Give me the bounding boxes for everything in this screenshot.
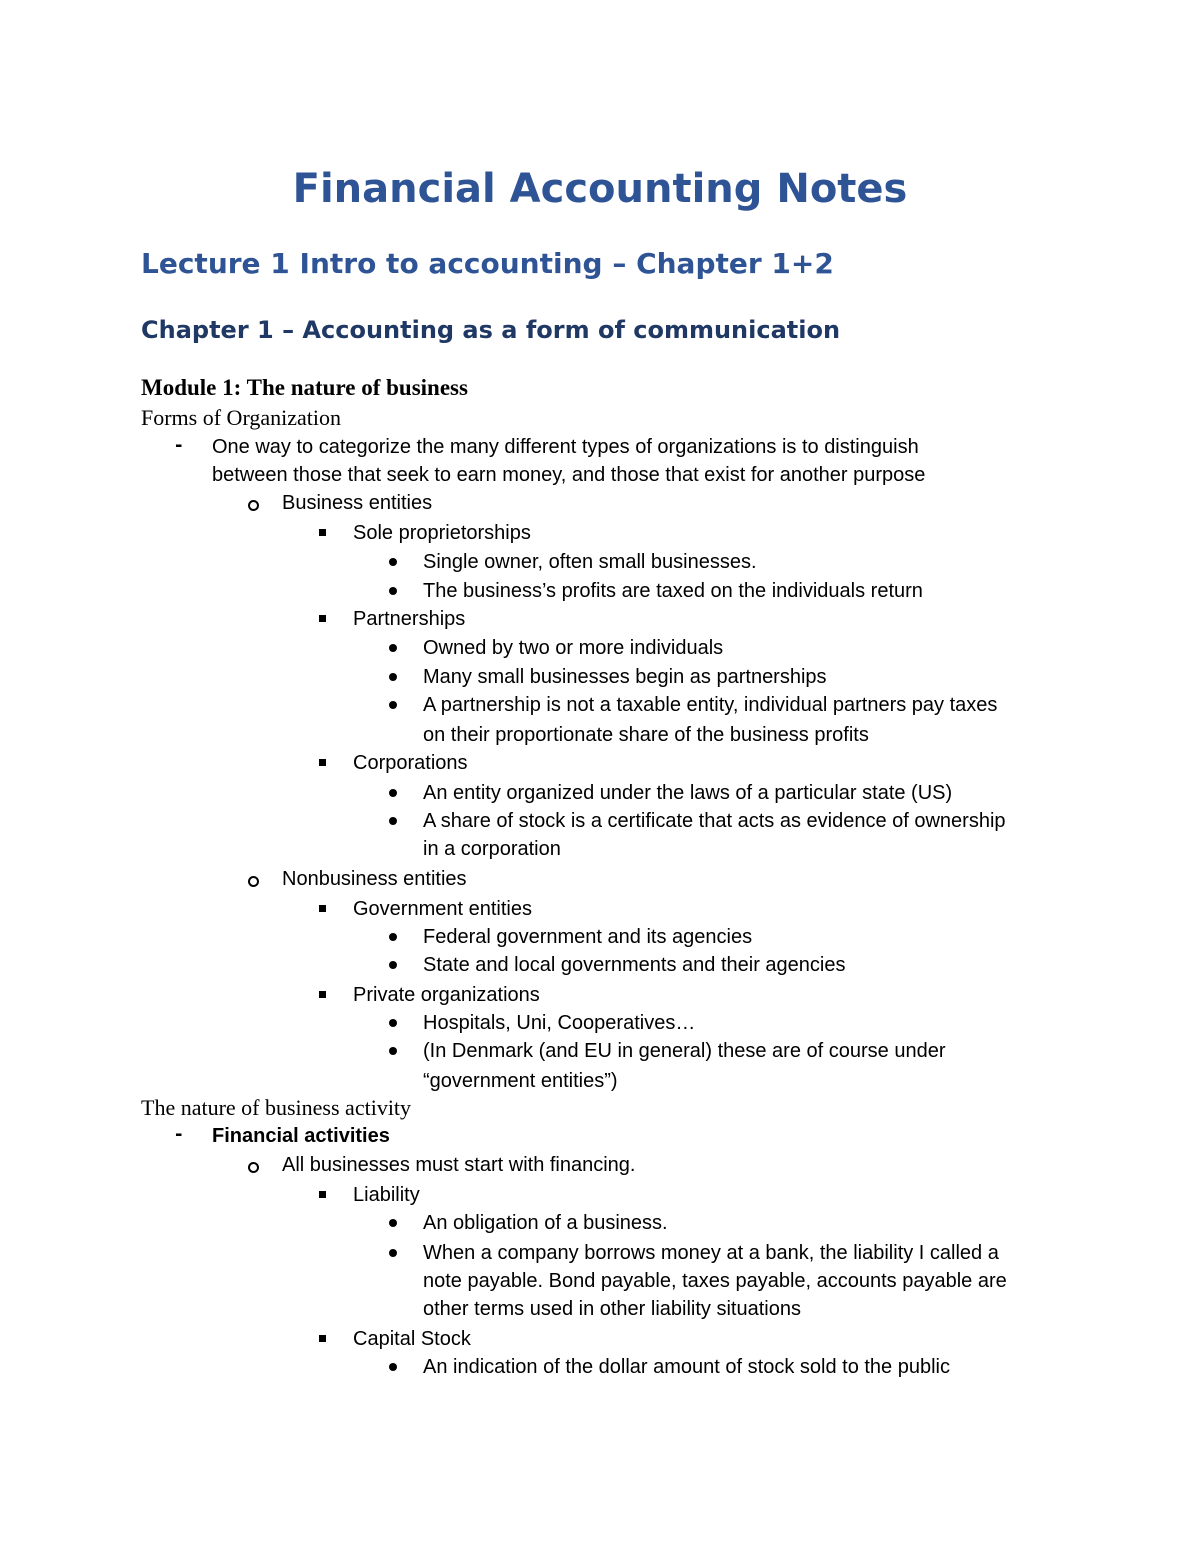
dot-bullet: [389, 961, 397, 969]
list-item-text: Nonbusiness entities: [282, 868, 467, 890]
dash-bullet: -: [175, 1124, 183, 1145]
square-bullet: [319, 759, 326, 766]
circle-bullet: [248, 500, 259, 511]
square-bullet: [319, 529, 326, 536]
list-item-text: A partnership is not a taxable entity, individual partners pay taxes: [423, 694, 998, 716]
list-item-text: in a corporation: [423, 838, 561, 860]
list-item-text: Financial activities: [212, 1125, 390, 1147]
circle-bullet: [248, 1162, 259, 1173]
list-item-text: (In Denmark (and EU in general) these are of course under: [423, 1040, 946, 1062]
square-bullet: [319, 615, 326, 622]
list-item-text: “government entities”): [423, 1070, 618, 1092]
list-item-text: Single owner, often small businesses.: [423, 551, 757, 573]
list-item-text: Government entities: [353, 898, 532, 920]
chapter-heading: Chapter 1 – Accounting as a form of communication: [141, 316, 841, 344]
list-item-text: One way to categorize the many different types of organizations is to distinguish: [212, 436, 919, 458]
list-item-text: Hospitals, Uni, Cooperatives…: [423, 1012, 696, 1034]
list-item-text: Owned by two or more individuals: [423, 637, 724, 659]
dot-bullet: [389, 701, 397, 709]
dot-bullet: [389, 1249, 397, 1257]
list-item-text: Liability: [353, 1184, 420, 1206]
list-item-text: Business entities: [282, 492, 433, 514]
document-title: Financial Accounting Notes: [292, 166, 908, 212]
list-item-text: Capital Stock: [353, 1328, 471, 1350]
list-item-text: An indication of the dollar amount of stock sold to the public: [423, 1356, 950, 1378]
dash-bullet: -: [175, 435, 183, 456]
dot-bullet: [389, 1219, 397, 1227]
square-bullet: [319, 905, 326, 912]
list-item-text: other terms used in other liability situations: [423, 1298, 801, 1320]
list-item-text: Many small businesses begin as partnerships: [423, 666, 827, 688]
dot-bullet: [389, 558, 397, 566]
list-item-text: between those that seek to earn money, and those that exist for another purpose: [212, 464, 926, 486]
list-item-text: The business’s profits are taxed on the individuals return: [423, 580, 923, 602]
list-item-text: An entity organized under the laws of a particular state (US): [423, 782, 953, 804]
activity-heading: The nature of business activity: [141, 1095, 412, 1120]
list-item-text: Sole proprietorships: [353, 522, 531, 544]
dot-bullet: [389, 644, 397, 652]
dot-bullet: [389, 789, 397, 797]
lecture-heading: Lecture 1 Intro to accounting – Chapter 1+2: [141, 247, 834, 280]
list-item-text: A share of stock is a certificate that acts as evidence of ownership: [423, 810, 1006, 832]
dot-bullet: [389, 673, 397, 681]
list-item-text: Federal government and its agencies: [423, 926, 753, 948]
list-item-text: note payable. Bond payable, taxes payable, accounts payable are: [423, 1270, 1007, 1292]
list-item-text: An obligation of a business.: [423, 1212, 668, 1234]
list-item-text: State and local governments and their agencies: [423, 954, 846, 976]
list-item-text: All businesses must start with financing.: [282, 1154, 636, 1176]
forms-heading: Forms of Organization: [141, 405, 342, 430]
list-item-text: Private organizations: [353, 984, 540, 1006]
list-item-text: Partnerships: [353, 608, 466, 630]
dot-bullet: [389, 933, 397, 941]
dot-bullet: [389, 1047, 397, 1055]
list-item-text: Corporations: [353, 752, 468, 774]
dot-bullet: [389, 587, 397, 595]
dot-bullet: [389, 1019, 397, 1027]
list-item-text: When a company borrows money at a bank, the liability I called a: [423, 1242, 999, 1264]
square-bullet: [319, 991, 326, 998]
list-item-text: on their proportionate share of the business profits: [423, 724, 869, 746]
dot-bullet: [389, 817, 397, 825]
square-bullet: [319, 1335, 326, 1342]
square-bullet: [319, 1191, 326, 1198]
circle-bullet: [248, 876, 259, 887]
dot-bullet: [389, 1363, 397, 1371]
module-heading: Module 1: The nature of business: [141, 375, 468, 400]
